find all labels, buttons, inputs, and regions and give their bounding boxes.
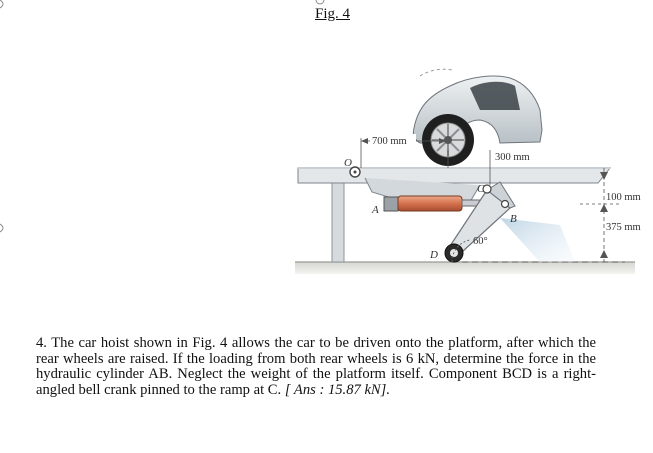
dim-100-label: 100 mm <box>606 192 641 203</box>
car-roofline <box>420 69 452 76</box>
car-hub <box>444 136 452 144</box>
support-post <box>332 178 344 262</box>
label-c: C <box>477 183 485 195</box>
dim-arrow <box>600 250 608 258</box>
edge-mark <box>0 0 3 8</box>
label-a: A <box>372 204 379 216</box>
platform <box>298 168 610 183</box>
pin-b <box>502 201 509 208</box>
dim-700-label: 700 mm <box>372 136 407 147</box>
label-b: B <box>510 213 517 225</box>
problem-statement <box>36 336 596 398</box>
edge-mark <box>0 224 3 232</box>
cylinder-mount <box>384 197 398 211</box>
dim-arrow <box>600 204 608 212</box>
dim-375-label: 375 mm <box>606 222 641 233</box>
dim-arrow <box>361 138 368 144</box>
label-o: O <box>344 157 352 169</box>
figure-caption: Fig. 4 <box>314 6 350 22</box>
angle-label: 60° <box>473 236 488 247</box>
dim-300-label: 300 mm <box>495 152 530 163</box>
label-d: D <box>430 249 438 261</box>
edge-mark <box>316 0 324 4</box>
problem-text: 4. The car hoist shown in Fig. 4 allows the car to be driven onto the platform, after which the rear wheels are raised. If the loading from both rear wheels is 6 kN, determine the force in the hydraulic cylinder AB. Neglect the weight of the platform itself. Component BCD is a right-angled bell crank pinned to the ramp at C. <box>36 335 596 398</box>
hinge-o-pin <box>354 171 357 174</box>
ground <box>295 262 635 274</box>
answer: [ Ans : 15.87 kN]. <box>284 381 390 398</box>
hydraulic-cylinder <box>398 196 462 211</box>
